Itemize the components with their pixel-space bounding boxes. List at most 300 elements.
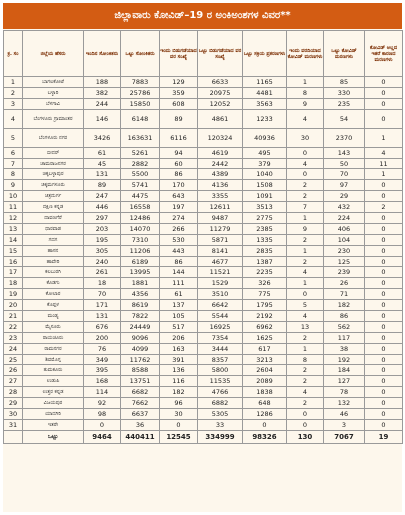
cell-district: ರಾಯಚೂರು [23, 332, 84, 343]
cell-sn: 10 [4, 191, 23, 202]
cell-active: 3213 [243, 354, 287, 365]
cell-deaths-today: 8 [287, 87, 324, 98]
cell-dis-today: 359 [160, 87, 198, 98]
cell-sn: 31 [4, 419, 23, 430]
cell-district: ಯಾದಗಿರಿ [23, 409, 84, 420]
cell-deaths-total: 562 [324, 321, 365, 332]
cell-sn: 23 [4, 332, 23, 343]
cell-dis-total: 6633 [198, 77, 243, 88]
cell-deaths-today: 0 [287, 169, 324, 180]
cell-dis-today: 0 [160, 419, 198, 430]
total-dis-total: 334999 [198, 430, 243, 443]
cell-active: 648 [243, 398, 287, 409]
table-row [4, 169, 403, 180]
cell-district: ವಿಜಯಪುರ [23, 398, 84, 409]
cell-other-deaths: 0 [365, 77, 403, 88]
cell-district: ಕಲಬುರಗಿ [23, 267, 84, 278]
cell-deaths-total: 26 [324, 278, 365, 289]
cell-active: 326 [243, 278, 287, 289]
cell-dis-today: 136 [160, 365, 198, 376]
cell-dis-total: 12052 [198, 98, 243, 109]
cell-dis-total: 2442 [198, 158, 243, 169]
cell-today: 446 [84, 202, 121, 213]
cell-district: ದಕ್ಷಿಣ ಕನ್ನಡ [23, 202, 84, 213]
cell-active: 2835 [243, 245, 287, 256]
cell-active: 1335 [243, 234, 287, 245]
total-blank-cell [4, 430, 23, 443]
cell-dis-total: 4389 [198, 169, 243, 180]
cell-dis-total: 4861 [198, 109, 243, 128]
cell-dis-today: 391 [160, 354, 198, 365]
table-row [4, 245, 403, 256]
cell-dis-today: 137 [160, 300, 198, 311]
cell-today: 395 [84, 365, 121, 376]
cell-total: 36 [121, 419, 160, 430]
cell-sn: 13 [4, 223, 23, 234]
cell-other-deaths: 0 [365, 311, 403, 322]
cell-deaths-today: 9 [287, 98, 324, 109]
cell-today: 203 [84, 223, 121, 234]
table-header-row [4, 31, 403, 77]
cell-sn: 14 [4, 234, 23, 245]
cell-total: 6682 [121, 387, 160, 398]
header-active-cases: ಒಟ್ಟು ಸಕ್ರಿಯ ಪ್ರಕರಣಗಳು [243, 31, 287, 77]
header-today-discharged: ಇಂದು ಬಿಡುಗಡೆಯಾದ ವರ ಸಂಖ್ಯೆ [160, 31, 198, 77]
table-row [4, 87, 403, 98]
cell-other-deaths: 0 [365, 376, 403, 387]
cell-dis-total: 8357 [198, 354, 243, 365]
table-row [4, 128, 403, 147]
total-row [4, 430, 403, 443]
cell-total: 163631 [121, 128, 160, 147]
cell-today: 114 [84, 387, 121, 398]
cell-dis-total: 12611 [198, 202, 243, 213]
cell-total: 4356 [121, 289, 160, 300]
cell-today: 171 [84, 300, 121, 311]
cell-sn: 24 [4, 343, 23, 354]
cell-deaths-total: 29 [324, 191, 365, 202]
cell-sn: 11 [4, 202, 23, 213]
cell-other-deaths: 0 [365, 245, 403, 256]
cell-today: 131 [84, 311, 121, 322]
cell-deaths-total: 117 [324, 332, 365, 343]
table-row [4, 256, 403, 267]
cell-other-deaths: 0 [365, 223, 403, 234]
cell-dis-today: 89 [160, 109, 198, 128]
cell-deaths-total: 85 [324, 77, 365, 88]
cell-total: 8588 [121, 365, 160, 376]
cell-today: 45 [84, 158, 121, 169]
cell-today: 200 [84, 332, 121, 343]
cell-dis-today: 30 [160, 409, 198, 420]
cell-district: ತುಮಕೂರು [23, 365, 84, 376]
cell-sn: 12 [4, 213, 23, 224]
cell-dis-today: 182 [160, 387, 198, 398]
cell-active: 3563 [243, 98, 287, 109]
cell-district: ಬೆಂಗಳೂರು ಗ್ರಾಮಾಂತರ [23, 109, 84, 128]
cell-total: 7883 [121, 77, 160, 88]
cell-sn: 7 [4, 158, 23, 169]
cell-deaths-total: 86 [324, 311, 365, 322]
cell-deaths-today: 2 [287, 376, 324, 387]
table-row [4, 180, 403, 191]
cell-deaths-today: 2 [287, 256, 324, 267]
table-row [4, 409, 403, 420]
cell-total: 25786 [121, 87, 160, 98]
cell-today: 240 [84, 256, 121, 267]
cell-deaths-total: 230 [324, 245, 365, 256]
header-today-cases: ಇಂದಿನ ಸೋಂಕಿತರು [84, 31, 121, 77]
cell-total: 11762 [121, 354, 160, 365]
cell-active: 1795 [243, 300, 287, 311]
cell-total: 24449 [121, 321, 160, 332]
cell-other-deaths: 1 [365, 169, 403, 180]
cell-sn: 17 [4, 267, 23, 278]
header-today-deaths: ಇಂದು ವರದಿಯಾದ ಕೋವಿಡ್ ಮರಣಗಳು [287, 31, 324, 77]
cell-active: 617 [243, 343, 287, 354]
cell-dis-today: 129 [160, 77, 198, 88]
cell-today: 0 [84, 419, 121, 430]
cell-deaths-today: 2 [287, 398, 324, 409]
cell-dis-today: 274 [160, 213, 198, 224]
table-row [4, 278, 403, 289]
cell-deaths-total: 127 [324, 376, 365, 387]
table-row [4, 332, 403, 343]
cell-deaths-today: 0 [287, 419, 324, 430]
cell-active: 2192 [243, 311, 287, 322]
cell-deaths-today: 4 [287, 109, 324, 128]
cell-deaths-total: 104 [324, 234, 365, 245]
cell-dis-today: 643 [160, 191, 198, 202]
cell-sn: 21 [4, 311, 23, 322]
cell-district: ಉತ್ತರ ಕನ್ನಡ [23, 387, 84, 398]
cell-dis-today: 111 [160, 278, 198, 289]
cell-deaths-today: 0 [287, 289, 324, 300]
cell-dis-total: 11279 [198, 223, 243, 234]
cell-deaths-today: 2 [287, 365, 324, 376]
cell-active: 2385 [243, 223, 287, 234]
table-row [4, 376, 403, 387]
table-row [4, 147, 403, 158]
cell-deaths-total: 97 [324, 180, 365, 191]
cell-total: 6148 [121, 109, 160, 128]
cell-dis-today: 530 [160, 234, 198, 245]
table-row [4, 419, 403, 430]
cell-other-deaths: 0 [365, 365, 403, 376]
table-body [4, 77, 403, 444]
cell-dis-today: 86 [160, 169, 198, 180]
cell-active: 1387 [243, 256, 287, 267]
cell-deaths-total: 330 [324, 87, 365, 98]
cell-deaths-today: 30 [287, 128, 324, 147]
cell-dis-total: 5800 [198, 365, 243, 376]
cell-other-deaths: 0 [365, 300, 403, 311]
cell-deaths-total: 2370 [324, 128, 365, 147]
cell-district: ಚಿತ್ರದುರ್ಗ [23, 191, 84, 202]
cell-district: ಹಾವೇರಿ [23, 256, 84, 267]
cell-dis-today: 6116 [160, 128, 198, 147]
cell-sn: 4 [4, 109, 23, 128]
cell-other-deaths: 11 [365, 158, 403, 169]
header-total-cases: ಒಟ್ಟು ಸೋಂಕಿತರು [121, 31, 160, 77]
cell-active: 2235 [243, 267, 287, 278]
cell-sn: 5 [4, 128, 23, 147]
cell-active: 2604 [243, 365, 287, 376]
cell-dis-total: 6642 [198, 300, 243, 311]
cell-dis-total: 5544 [198, 311, 243, 322]
cell-dis-total: 3444 [198, 343, 243, 354]
cell-deaths-total: 70 [324, 169, 365, 180]
cell-deaths-total: 143 [324, 147, 365, 158]
cell-today: 89 [84, 180, 121, 191]
cell-sn: 18 [4, 278, 23, 289]
cell-active: 1838 [243, 387, 287, 398]
cell-other-deaths: 0 [365, 332, 403, 343]
cell-other-deaths: 0 [365, 289, 403, 300]
cell-other-deaths: 0 [365, 234, 403, 245]
cell-deaths-total: 46 [324, 409, 365, 420]
table-row [4, 223, 403, 234]
cell-today: 3426 [84, 128, 121, 147]
cell-dis-total: 4677 [198, 256, 243, 267]
cell-district: ಬಾಗಲಕೋಟೆ [23, 77, 84, 88]
cell-today: 247 [84, 191, 121, 202]
cell-dis-today: 86 [160, 256, 198, 267]
cell-dis-total: 3510 [198, 289, 243, 300]
cell-dis-today: 197 [160, 202, 198, 213]
cell-today: 70 [84, 289, 121, 300]
cell-sn: 27 [4, 376, 23, 387]
cell-today: 18 [84, 278, 121, 289]
cell-total: 7662 [121, 398, 160, 409]
cell-sn: 22 [4, 321, 23, 332]
table-row [4, 98, 403, 109]
cell-total: 7310 [121, 234, 160, 245]
cell-district: ಗದಗ [23, 234, 84, 245]
cell-deaths-today: 0 [287, 409, 324, 420]
cell-total: 5500 [121, 169, 160, 180]
cell-sn: 15 [4, 245, 23, 256]
cell-district: ಉಡುಪಿ [23, 376, 84, 387]
table-row [4, 191, 403, 202]
cell-today: 146 [84, 109, 121, 128]
table-row [4, 398, 403, 409]
cell-deaths-today: 4 [287, 158, 324, 169]
cell-other-deaths: 0 [365, 191, 403, 202]
cell-today: 195 [84, 234, 121, 245]
table-row [4, 267, 403, 278]
cell-district: ಚಿಕ್ಕಬಳ್ಳಾಪುರ [23, 169, 84, 180]
cell-deaths-total: 182 [324, 300, 365, 311]
cell-dis-total: 5305 [198, 409, 243, 420]
cell-deaths-today: 2 [287, 191, 324, 202]
cell-dis-today: 105 [160, 311, 198, 322]
cell-deaths-total: 71 [324, 289, 365, 300]
cell-active: 2089 [243, 376, 287, 387]
cell-total: 14070 [121, 223, 160, 234]
cell-deaths-total: 78 [324, 387, 365, 398]
cell-deaths-total: 132 [324, 398, 365, 409]
cell-dis-total: 11535 [198, 376, 243, 387]
cell-district: ಕೊಪ್ಪಳ [23, 300, 84, 311]
cell-other-deaths: 0 [365, 213, 403, 224]
cell-sn: 25 [4, 354, 23, 365]
cell-other-deaths: 0 [365, 267, 403, 278]
cell-today: 261 [84, 267, 121, 278]
cell-other-deaths: 4 [365, 147, 403, 158]
total-deaths-today: 130 [287, 430, 324, 443]
cell-dis-today: 608 [160, 98, 198, 109]
cell-today: 382 [84, 87, 121, 98]
cell-other-deaths: 1 [365, 128, 403, 147]
cell-today: 168 [84, 376, 121, 387]
cell-dis-total: 7354 [198, 332, 243, 343]
report-title: ಜಿಲ್ಲಾವಾರು ಕೋವಿಡ್–19 ರ ಅಂಕಿಅಂಶಗಳ ವಿವರ** [3, 3, 402, 29]
cell-deaths-total: 235 [324, 98, 365, 109]
cell-deaths-today: 9 [287, 223, 324, 234]
table-row [4, 109, 403, 128]
total-label: ಒಟ್ಟು [23, 430, 84, 443]
cell-other-deaths: 2 [365, 202, 403, 213]
cell-deaths-total: 406 [324, 223, 365, 234]
cell-dis-today: 94 [160, 147, 198, 158]
cell-today: 98 [84, 409, 121, 420]
cell-active: 1508 [243, 180, 287, 191]
cell-total: 7822 [121, 311, 160, 322]
cell-total: 9096 [121, 332, 160, 343]
cell-dis-today: 163 [160, 343, 198, 354]
cell-other-deaths: 0 [365, 398, 403, 409]
district-stats-table [3, 30, 403, 444]
cell-deaths-today: 1 [287, 213, 324, 224]
cell-active: 1625 [243, 332, 287, 343]
cell-deaths-today: 4 [287, 267, 324, 278]
cell-sn: 30 [4, 409, 23, 420]
cell-sn: 20 [4, 300, 23, 311]
cell-active: 2775 [243, 213, 287, 224]
cell-sn: 9 [4, 180, 23, 191]
table-row [4, 213, 403, 224]
cell-dis-total: 8141 [198, 245, 243, 256]
cell-deaths-total: 125 [324, 256, 365, 267]
table-row [4, 234, 403, 245]
cell-deaths-today: 2 [287, 234, 324, 245]
cell-active: 6962 [243, 321, 287, 332]
header-total-deaths: ಒಟ್ಟು ಕೋವಿಡ್ ಮರಣಗಳು [324, 31, 365, 77]
cell-other-deaths: 0 [365, 343, 403, 354]
cell-sn: 2 [4, 87, 23, 98]
cell-active: 379 [243, 158, 287, 169]
cell-deaths-total: 50 [324, 158, 365, 169]
table-row [4, 300, 403, 311]
cell-active: 3513 [243, 202, 287, 213]
cell-total: 1881 [121, 278, 160, 289]
cell-total: 11206 [121, 245, 160, 256]
cell-today: 92 [84, 398, 121, 409]
cell-active: 1233 [243, 109, 287, 128]
cell-total: 16558 [121, 202, 160, 213]
cell-deaths-total: 224 [324, 213, 365, 224]
cell-dis-total: 20975 [198, 87, 243, 98]
cell-sn: 6 [4, 147, 23, 158]
cell-today: 188 [84, 77, 121, 88]
cell-other-deaths: 0 [365, 256, 403, 267]
cell-dis-today: 61 [160, 289, 198, 300]
table-row [4, 158, 403, 169]
cell-today: 61 [84, 147, 121, 158]
cell-deaths-today: 1 [287, 278, 324, 289]
cell-district: ದಾವಣಗೆರೆ [23, 213, 84, 224]
cell-total: 6189 [121, 256, 160, 267]
cell-dis-today: 517 [160, 321, 198, 332]
cell-other-deaths: 0 [365, 354, 403, 365]
cell-deaths-today: 5 [287, 300, 324, 311]
cell-dis-today: 116 [160, 376, 198, 387]
cell-deaths-total: 38 [324, 343, 365, 354]
cell-other-deaths: 0 [365, 109, 403, 128]
cell-today: 244 [84, 98, 121, 109]
cell-district: ಮೈಸೂರು [23, 321, 84, 332]
cell-deaths-today: 1 [287, 77, 324, 88]
report-page [3, 3, 402, 512]
cell-deaths-today: 13 [287, 321, 324, 332]
cell-total: 15850 [121, 98, 160, 109]
cell-total: 5261 [121, 147, 160, 158]
cell-other-deaths: 0 [365, 321, 403, 332]
cell-district: ಹಾಸನ [23, 245, 84, 256]
cell-today: 131 [84, 169, 121, 180]
header-total-discharged: ಒಟ್ಟು ಬಿಡುಗಡೆಯಾದ ವರ ಸಂಖ್ಯೆ [198, 31, 243, 77]
cell-deaths-total: 184 [324, 365, 365, 376]
cell-district: ಮಂಡ್ಯ [23, 311, 84, 322]
cell-district: ಕೋಲಾರ [23, 289, 84, 300]
cell-dis-total: 33 [198, 419, 243, 430]
cell-dis-total: 4136 [198, 180, 243, 191]
cell-total: 13751 [121, 376, 160, 387]
cell-active: 1286 [243, 409, 287, 420]
cell-active: 1165 [243, 77, 287, 88]
cell-other-deaths: 0 [365, 180, 403, 191]
cell-district: ಧಾರವಾಡ [23, 223, 84, 234]
cell-other-deaths: 0 [365, 87, 403, 98]
cell-total: 4475 [121, 191, 160, 202]
cell-dis-today: 443 [160, 245, 198, 256]
cell-dis-today: 96 [160, 398, 198, 409]
cell-active: 495 [243, 147, 287, 158]
cell-active: 4481 [243, 87, 287, 98]
cell-total: 2882 [121, 158, 160, 169]
cell-other-deaths: 0 [365, 278, 403, 289]
cell-district: ಬೀದರ್ [23, 147, 84, 158]
cell-deaths-today: 4 [287, 311, 324, 322]
cell-sn: 19 [4, 289, 23, 300]
table-row [4, 365, 403, 376]
total-total: 440411 [121, 430, 160, 443]
cell-sn: 16 [4, 256, 23, 267]
cell-total: 4099 [121, 343, 160, 354]
cell-today: 305 [84, 245, 121, 256]
cell-sn: 28 [4, 387, 23, 398]
cell-dis-total: 4619 [198, 147, 243, 158]
cell-active: 1040 [243, 169, 287, 180]
cell-dis-total: 4766 [198, 387, 243, 398]
cell-today: 76 [84, 343, 121, 354]
cell-other-deaths: 0 [365, 419, 403, 430]
cell-district: ಇತರೇ [23, 419, 84, 430]
cell-sn: 1 [4, 77, 23, 88]
cell-today: 349 [84, 354, 121, 365]
cell-dis-total: 5871 [198, 234, 243, 245]
